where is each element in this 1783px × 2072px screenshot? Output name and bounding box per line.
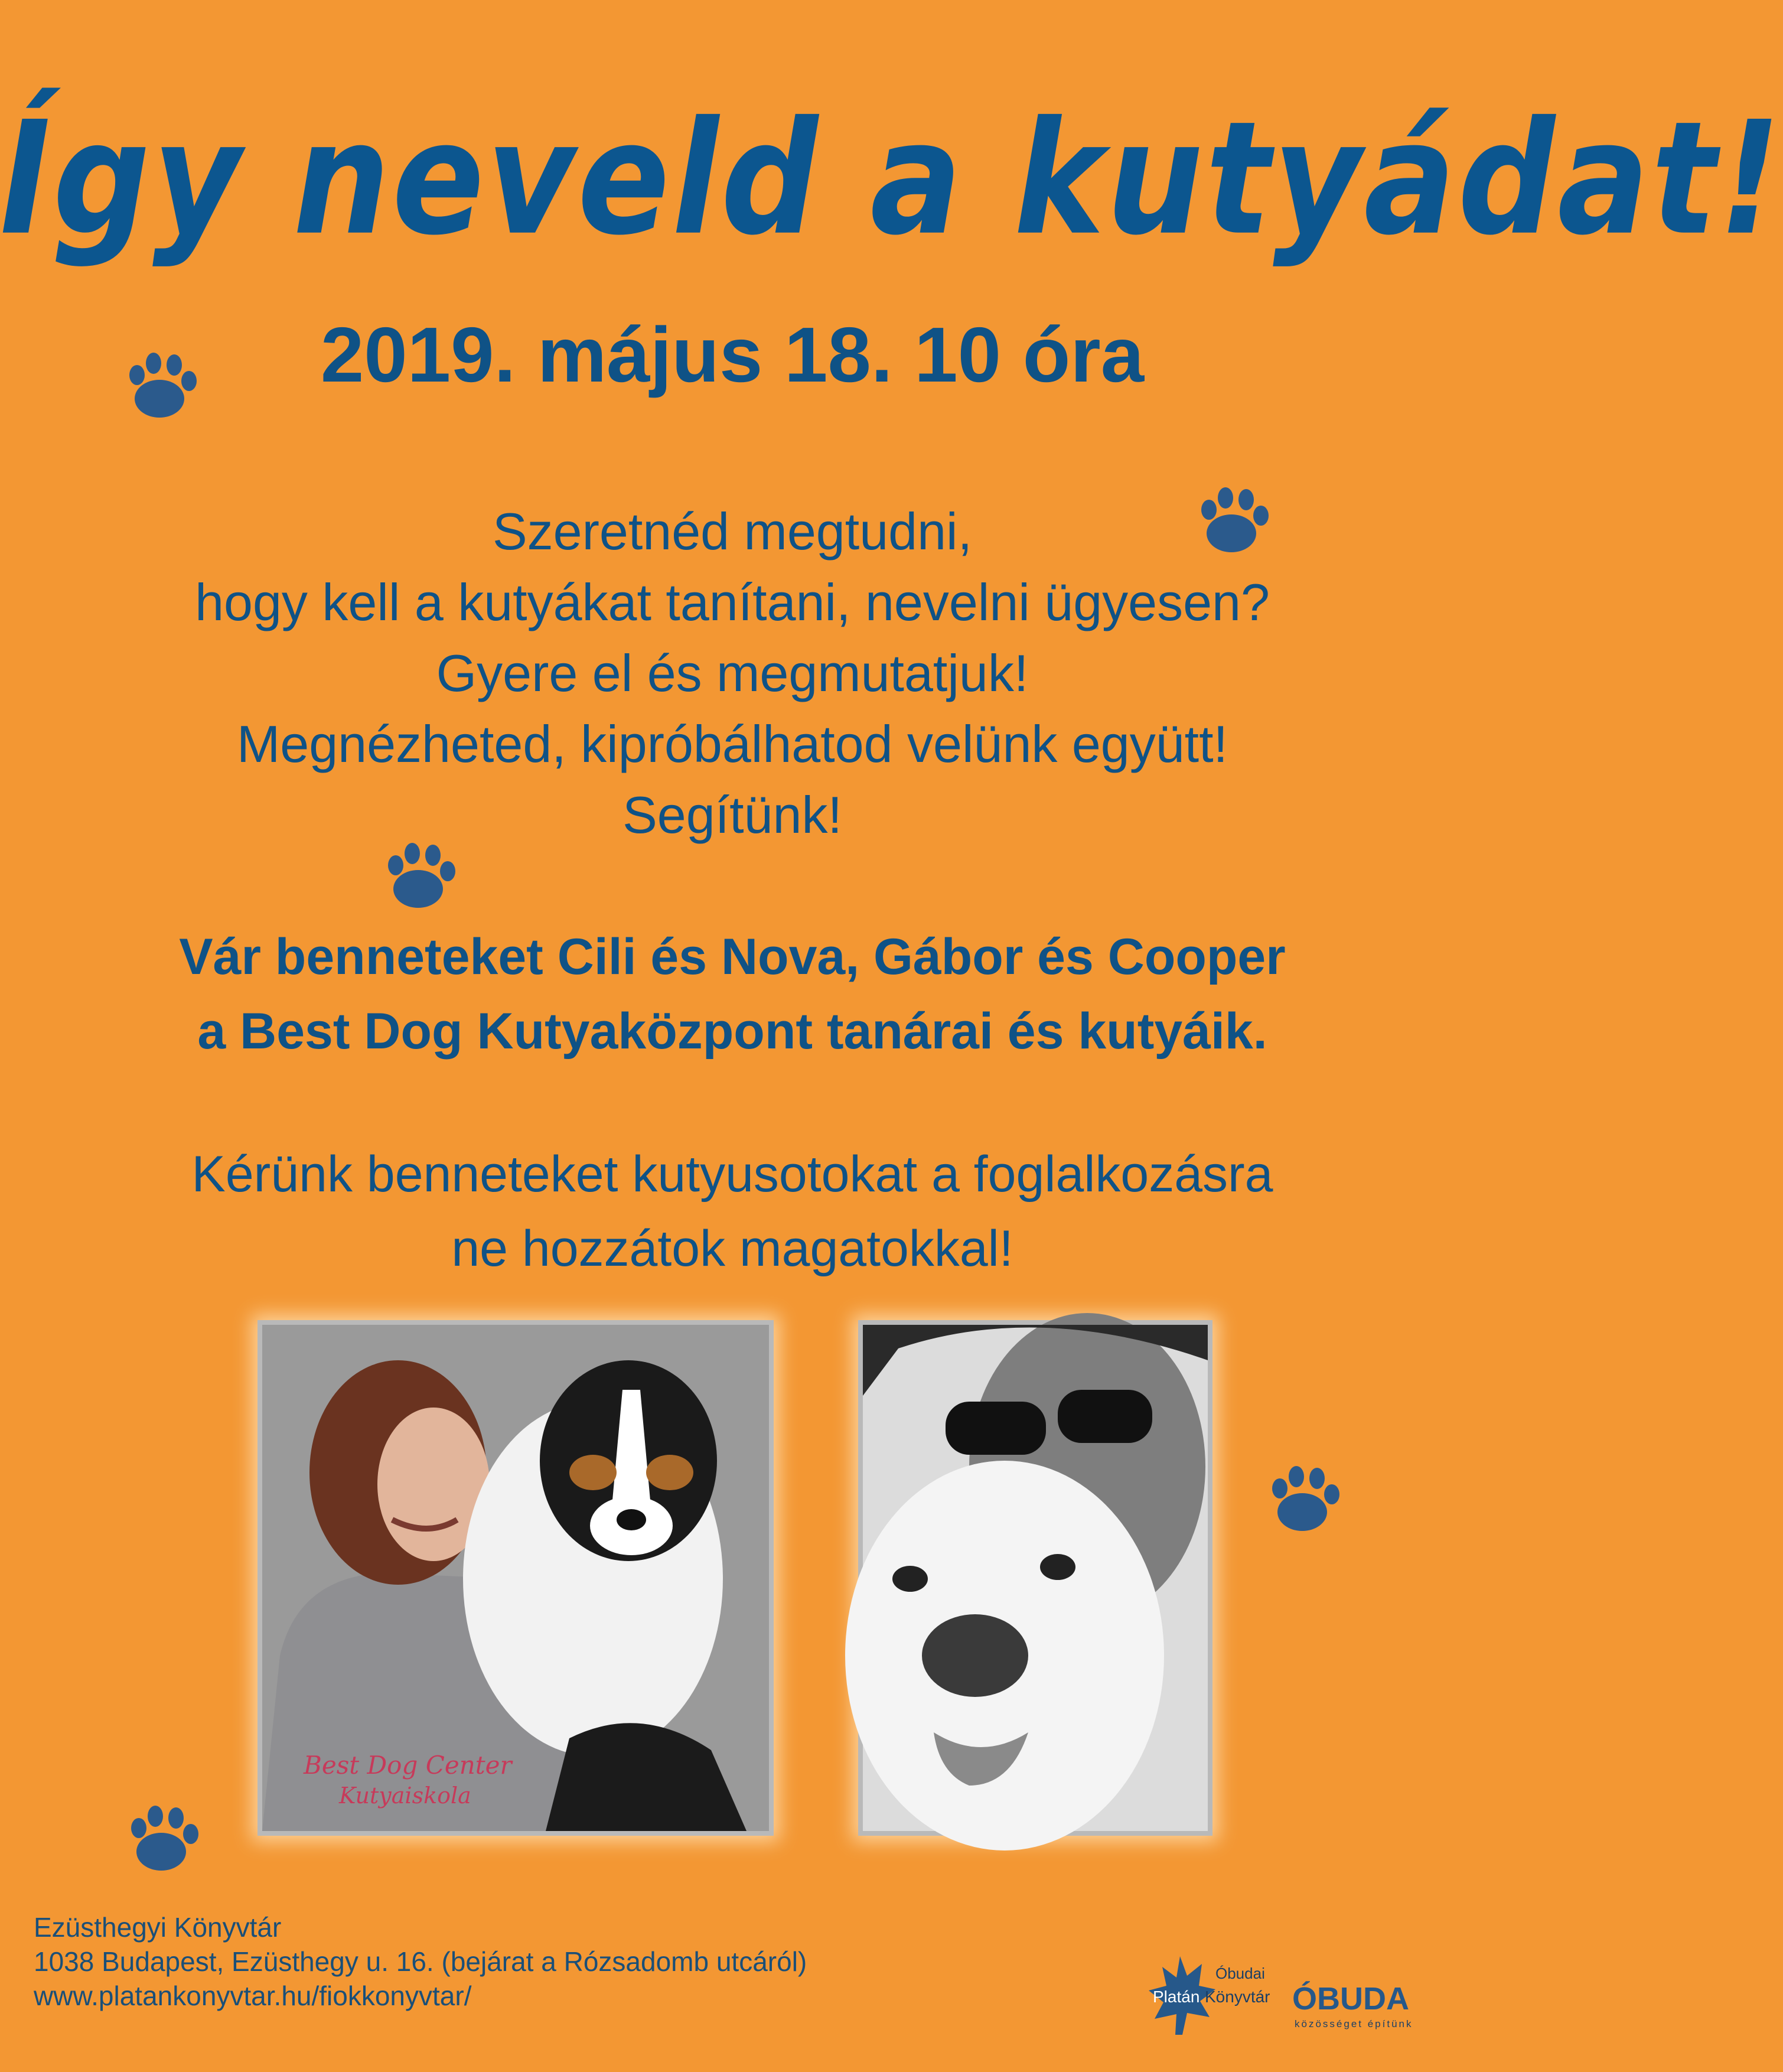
library-address: 1038 Budapest, Ezüsthegy u. 16. (bejárat a Rózsadomb utcáról) <box>34 1946 807 1977</box>
intro-line: Szeretnéd megtudni, <box>492 502 973 561</box>
paw-icon <box>126 1796 208 1878</box>
intro-line: Segítünk! <box>622 786 842 844</box>
speakers-text <box>0 920 1465 1068</box>
poster-title: Így neveld a kutyádat! <box>0 89 1783 271</box>
obuda-logo <box>1287 1973 1435 2038</box>
library-name: Ezüsthegyi Könyvtár <box>34 1912 282 1943</box>
note-line: ne hozzátok magatokkal! <box>451 1220 1013 1277</box>
photo-trainer-with-retriever <box>858 1320 1212 1836</box>
paw-icon <box>124 343 207 425</box>
photo-illustration <box>262 1325 769 1831</box>
obuda-logo-tagline: közösséget építünk <box>1295 2018 1413 2029</box>
speakers-line: a Best Dog Kutyaközpont tanárai és kutyáik. <box>197 1003 1267 1060</box>
library-url[interactable]: www.platankonyvtar.hu/fiokkonyvtar/ <box>34 1980 472 2011</box>
photo-illustration <box>863 1325 1208 1831</box>
hoodie-text-line1: Best Dog Center <box>304 1751 512 1780</box>
platan-logo-top: Óbudai <box>1215 1965 1265 1982</box>
paw-icon <box>383 833 465 916</box>
speakers-line: Vár benneteket Cili és Nova, Gábor és Cooper <box>179 929 1286 985</box>
intro-line: hogy kell a kutyákat tanítani, nevelni ügyesen? <box>195 573 1270 631</box>
platan-library-logo <box>1146 1949 1287 2038</box>
photo-trainer-with-dog <box>257 1320 774 1836</box>
intro-line: Gyere el és megmutatjuk! <box>436 644 1029 702</box>
paw-icon <box>1196 477 1279 560</box>
note-text <box>0 1137 1465 1286</box>
intro-line: Megnézheted, kipróbálhatod velünk együtt! <box>236 715 1228 773</box>
platan-logo-word: Könyvtár <box>1205 1988 1270 2006</box>
note-line: Kérünk benneteket kutyusotokat a foglalkozásra <box>191 1146 1273 1203</box>
hoodie-text-line2: Kutyaiskola <box>339 1783 471 1809</box>
paw-icon <box>1267 1456 1350 1539</box>
footer-address-block <box>34 1910 807 2013</box>
obuda-logo-name: ÓBUDA <box>1292 1981 1409 2016</box>
event-date: 2019. május 18. 10 óra <box>320 311 1145 398</box>
platan-logo-name: Platán <box>1153 1988 1200 2006</box>
